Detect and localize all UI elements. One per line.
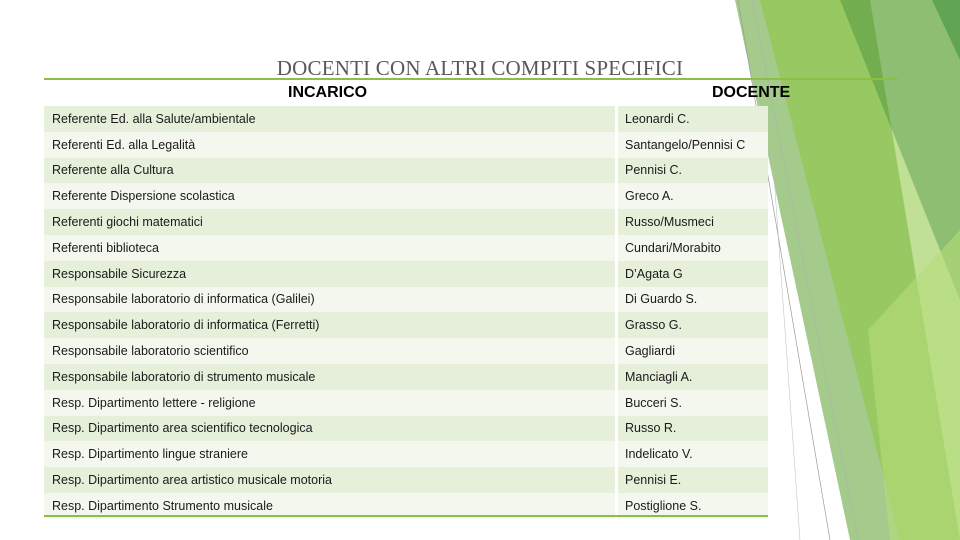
cell-incarico: Referenti giochi matematici bbox=[52, 215, 203, 230]
cell-incarico: Responsabile laboratorio di informatica (Ferretti) bbox=[52, 318, 320, 333]
column-separator bbox=[615, 467, 618, 493]
cell-docente: Pennisi C. bbox=[625, 163, 682, 178]
table-bottom-divider bbox=[44, 515, 768, 517]
column-separator bbox=[615, 416, 618, 442]
table-body bbox=[44, 106, 768, 519]
cell-docente: Postiglione S. bbox=[625, 498, 702, 513]
table-row bbox=[44, 261, 768, 287]
cell-incarico: Referenti biblioteca bbox=[52, 240, 160, 255]
assignments-table bbox=[44, 80, 791, 519]
cell-incarico: Referente alla Cultura bbox=[52, 163, 174, 178]
cell-incarico: Referente Dispersione scolastica bbox=[52, 189, 235, 204]
column-header-docente: DOCENTE bbox=[712, 84, 791, 101]
cell-incarico: Resp. Dipartimento lettere - religione bbox=[52, 395, 256, 410]
column-separator bbox=[615, 132, 618, 158]
column-separator bbox=[615, 106, 618, 132]
cell-docente: Greco A. bbox=[625, 189, 674, 204]
cell-incarico: Responsabile laboratorio di informatica (Galilei) bbox=[52, 292, 315, 307]
table-row bbox=[44, 209, 768, 235]
cell-incarico: Resp. Dipartimento area scientifico tecnologica bbox=[52, 421, 313, 436]
column-separator bbox=[615, 364, 618, 390]
cell-incarico: Responsabile laboratorio scientifico bbox=[52, 344, 249, 359]
table-row bbox=[44, 158, 768, 184]
cell-docente: Santangelo/Pennisi C bbox=[625, 137, 746, 152]
cell-docente: Di Guardo S. bbox=[625, 292, 698, 307]
table-row bbox=[44, 287, 768, 313]
cell-docente: D’Agata G bbox=[625, 266, 683, 281]
table-header bbox=[44, 80, 791, 106]
cell-docente: Russo R. bbox=[625, 421, 677, 436]
cell-docente: Grasso G. bbox=[625, 318, 682, 333]
table-row bbox=[44, 132, 768, 158]
column-separator bbox=[615, 441, 618, 467]
cell-docente: Cundari/Morabito bbox=[625, 240, 721, 255]
table-row bbox=[44, 338, 768, 364]
cell-docente: Manciagli A. bbox=[625, 369, 693, 384]
cell-docente: Russo/Musmeci bbox=[625, 215, 714, 230]
table-row bbox=[44, 416, 768, 442]
table-row bbox=[44, 390, 768, 416]
column-separator bbox=[615, 287, 618, 313]
cell-incarico: Referente Ed. alla Salute/ambientale bbox=[52, 111, 256, 126]
column-header-incarico: INCARICO bbox=[288, 84, 368, 101]
cell-incarico: Referenti Ed. alla Legalità bbox=[52, 137, 196, 152]
column-separator bbox=[615, 183, 618, 209]
cell-incarico: Responsabile Sicurezza bbox=[52, 266, 187, 281]
table-row bbox=[44, 106, 768, 132]
table-row bbox=[44, 441, 768, 467]
column-separator bbox=[615, 312, 618, 338]
cell-docente: Leonardi C. bbox=[625, 111, 690, 126]
cell-docente: Indelicato V. bbox=[625, 447, 693, 462]
column-separator bbox=[615, 390, 618, 416]
column-separator bbox=[615, 338, 618, 364]
column-separator bbox=[615, 235, 618, 261]
column-separator bbox=[615, 261, 618, 287]
table-row bbox=[44, 183, 768, 209]
cell-docente: Bucceri S. bbox=[625, 395, 682, 410]
table-row bbox=[44, 364, 768, 390]
cell-docente: Pennisi E. bbox=[625, 473, 682, 488]
cell-incarico: Resp. Dipartimento lingue straniere bbox=[52, 447, 248, 462]
table-row bbox=[44, 312, 768, 338]
column-separator bbox=[615, 158, 618, 184]
table-row bbox=[44, 467, 768, 493]
table-row bbox=[44, 235, 768, 261]
cell-docente: Gagliardi bbox=[625, 344, 676, 359]
cell-incarico: Responsabile laboratorio di strumento musicale bbox=[52, 369, 316, 384]
cell-incarico: Resp. Dipartimento area artistico musicale motoria bbox=[52, 473, 332, 488]
page-title: DOCENTI CON ALTRI COMPITI SPECIFICI bbox=[276, 56, 684, 78]
column-separator bbox=[615, 209, 618, 235]
cell-incarico: Resp. Dipartimento Strumento musicale bbox=[52, 498, 273, 513]
